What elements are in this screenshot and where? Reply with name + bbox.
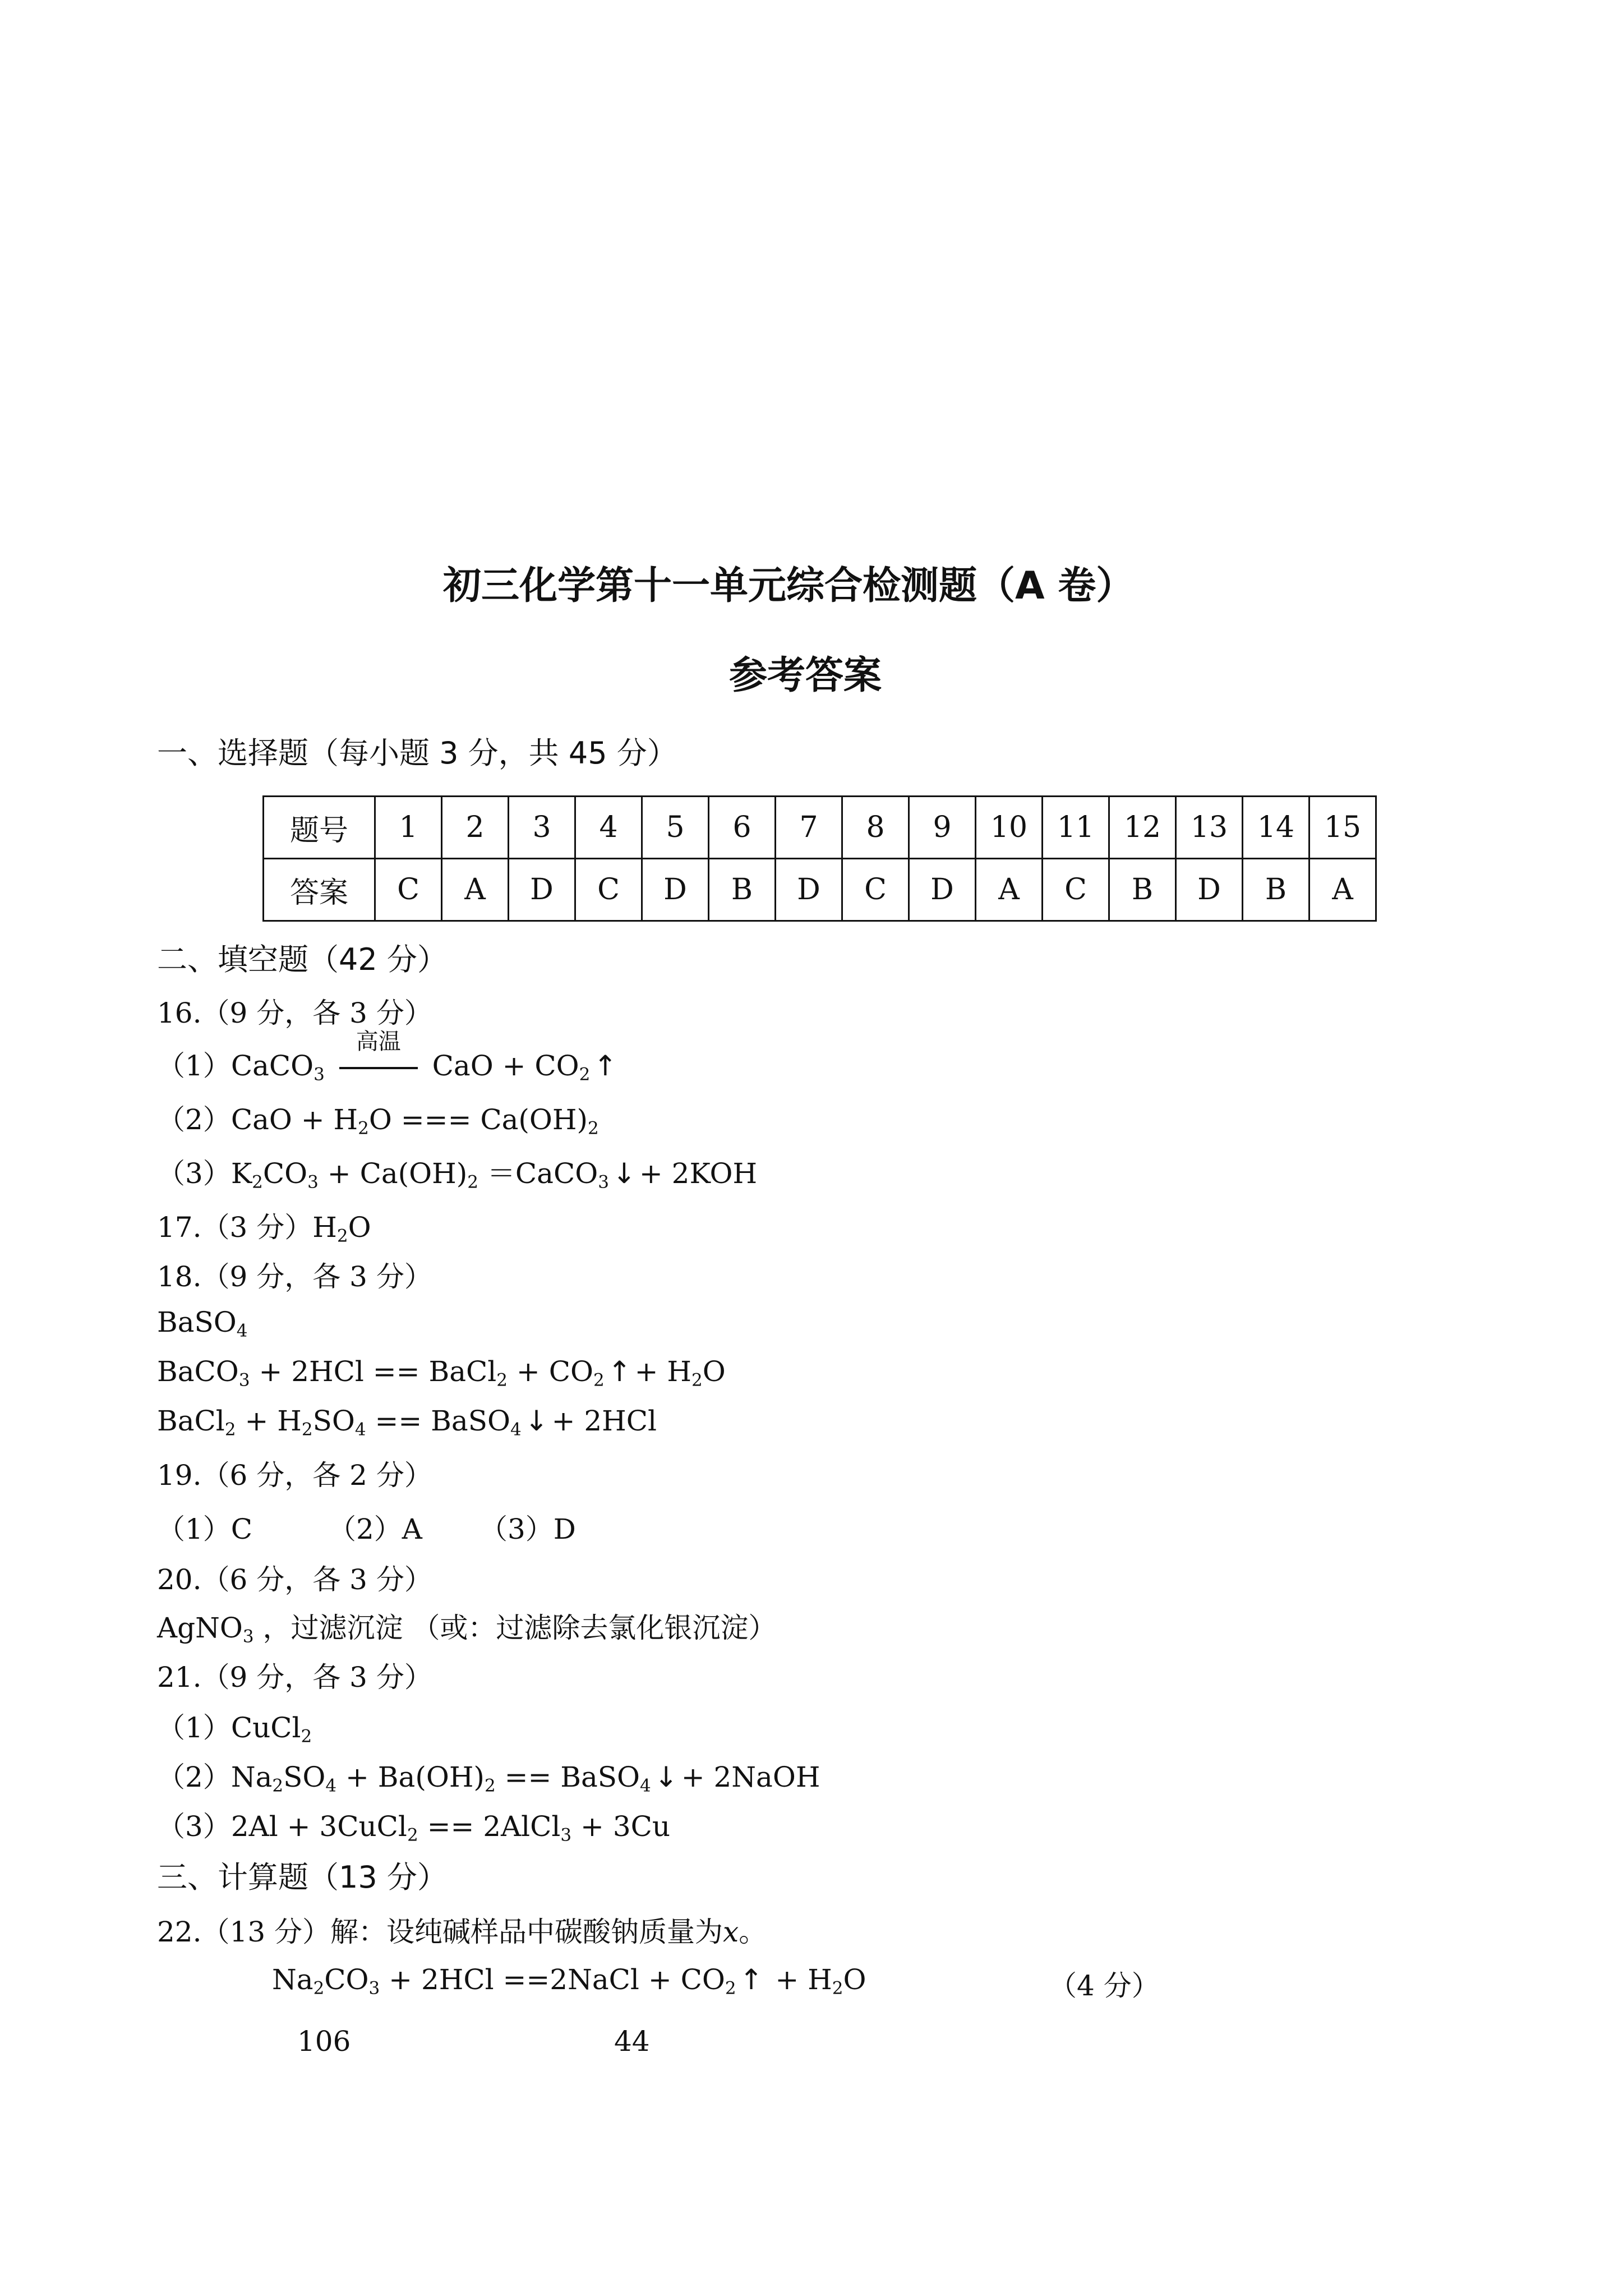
q21-answer-3: （3）2Al + 3CuCl$_2$ == 2AlCl$_3$ + 3Cu (157, 1810, 671, 1846)
q22-equation: $Na_2CO_3 + 2HCl$ ==2NaCl + $CO_2$ ↑ + $H_2O$ (272, 1963, 866, 1999)
q16-label: 16.（9 分，各 3 分） (157, 997, 432, 1029)
answer-table (262, 795, 1377, 922)
section-fill-heading: 二、填空题（42 分） (157, 942, 448, 977)
q21-answer-1: （1）CuCl$_2$ (157, 1711, 312, 1747)
table-cell: 2 (442, 797, 509, 859)
table-cell: 7 (776, 797, 842, 859)
table-cell: B (709, 859, 776, 921)
q18-answer-1: BaSO$_4$ (157, 1306, 248, 1341)
table-cell: C (575, 859, 642, 921)
table-cell: A (1310, 859, 1376, 921)
table-cell: 3 (509, 797, 575, 859)
table-cell: 5 (642, 797, 709, 859)
table-cell: 8 (842, 797, 909, 859)
table-cell: A (976, 859, 1043, 921)
table-cell: C (1043, 859, 1109, 921)
table-cell: B (1109, 859, 1176, 921)
table-cell: 6 (709, 797, 776, 859)
table-cell: A (442, 859, 509, 921)
table-cell: D (909, 859, 976, 921)
q22-label: 22.（13 分）解：设纯碱样品中碳酸钠质量为x。 (157, 1916, 767, 1948)
table-cell: D (776, 859, 842, 921)
table-cell: 13 (1176, 797, 1243, 859)
q21-answer-2: $(2)Na_2SO_4 + Ba(OH)_2$ == BaSO$_4$ ↓ + 2NaOH (157, 1761, 820, 1796)
q22-mass-co2: 44 (614, 2025, 650, 2058)
q18-label: 18.（9 分，各 3 分） (157, 1260, 432, 1293)
q16-answer-2: $(2)CaO + H_2O$ === $Ca(OH)_2$ (157, 1103, 599, 1139)
table-cell: 4 (575, 797, 642, 859)
q19-answer-1: （1）C (157, 1513, 253, 1545)
q19-answer-2: （2）A (328, 1513, 422, 1545)
table-cell: 12 (1109, 797, 1176, 859)
table-header-answer: 答案 (264, 859, 375, 921)
table-cell: 11 (1043, 797, 1109, 859)
table-cell: C (842, 859, 909, 921)
section-calc-heading: 三、计算题（13 分） (157, 1860, 448, 1895)
precipitate-arrow-icon: ↓ (612, 1157, 636, 1190)
gas-arrow-icon: ↑ (739, 1963, 763, 1996)
q20-answer: AgNO$_3$ ，过滤沉淀 （或：过滤除去氯化银沉淀） (157, 1612, 777, 1647)
section-choice-heading: 一、选择题（每小题 3 分，共 45 分） (157, 735, 677, 771)
q16-answer-3: $(3)K_2CO_3 + Ca(OH)_2$ ＝CaCO$_3$ ↓ + 2KOH (157, 1157, 758, 1193)
table-cell: D (642, 859, 709, 921)
q22-score: （4 分） (1049, 1970, 1160, 2002)
gas-arrow-icon: ↑ (593, 1050, 617, 1082)
gas-arrow-icon: ↑ (607, 1355, 631, 1388)
table-cell: D (1176, 859, 1243, 921)
q19-label: 19.（6 分，各 2 分） (157, 1459, 432, 1492)
page-title: 初三化学第十一单元综合检测题（A 卷） (443, 564, 1135, 608)
table-cell: B (1243, 859, 1310, 921)
q16-answer-1: （1）CaCO$_3$ 高温 CaO + $CO_2$ ↑ (157, 1029, 617, 1085)
table-row-answers (264, 859, 1376, 921)
q19-answer-3: （3）D (479, 1513, 576, 1545)
table-cell: 1 (375, 797, 442, 859)
table-cell: 15 (1310, 797, 1376, 859)
precipitate-arrow-icon: ↓ (524, 1405, 548, 1437)
q22-mass-na2co3: 106 (297, 2025, 351, 2058)
table-row-numbers (264, 797, 1376, 859)
q21-label: 21.（9 分，各 3 分） (157, 1661, 432, 1694)
page-subtitle: 参考答案 (729, 654, 882, 698)
table-cell: 9 (909, 797, 976, 859)
table-cell: 14 (1243, 797, 1310, 859)
table-header-number: 题号 (264, 797, 375, 859)
table-cell: D (509, 859, 575, 921)
reaction-condition: 高温 (339, 1050, 418, 1082)
table-cell: 10 (976, 797, 1043, 859)
q17-line: 17.（3 分）$H_2O$ (157, 1211, 371, 1246)
q18-answer-2: BaCO$_3$ + 2HCl == BaCl$_2$ + $CO_2$ ↑ + $H_2O$ (157, 1355, 726, 1391)
q18-answer-3: BaCl$_2$ + $H_2SO_4$ == BaSO$_4$ ↓ + 2HCl (157, 1405, 657, 1440)
q20-label: 20.（6 分，各 3 分） (157, 1563, 432, 1596)
table-cell: C (375, 859, 442, 921)
precipitate-arrow-icon: ↓ (654, 1761, 678, 1793)
